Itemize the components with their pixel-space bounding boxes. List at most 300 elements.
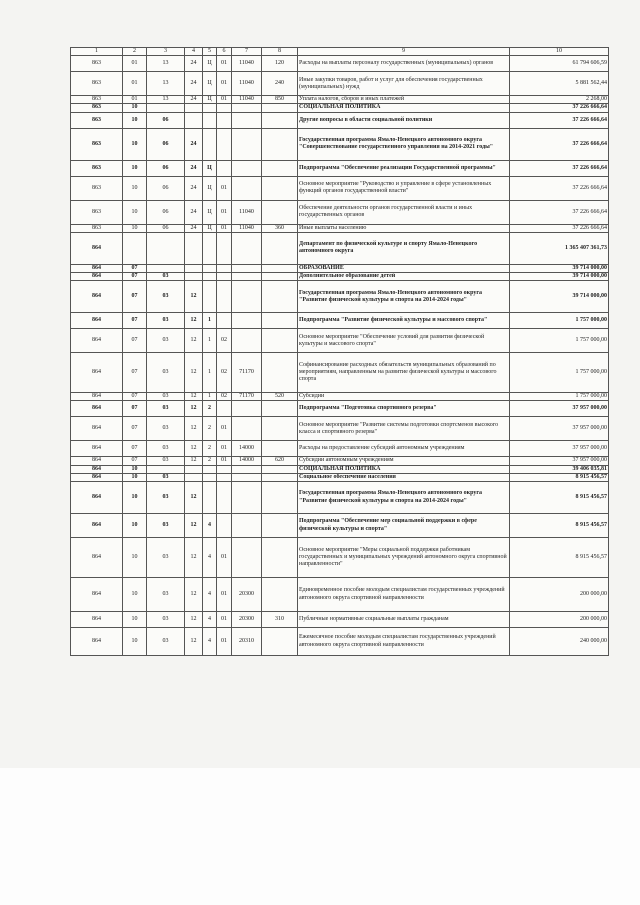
activity-code-cell	[217, 473, 232, 481]
description-cell: Обеспечение деятельности органов государственной власти и иных государственных органов	[298, 200, 510, 224]
description-cell: Публичные нормативные социальные выплаты гражданам	[298, 612, 510, 628]
program-code-cell: 12	[185, 578, 203, 612]
subsection-code-cell: 03	[147, 628, 185, 656]
activity-code-cell: 01	[217, 538, 232, 578]
direction-code-cell	[232, 273, 262, 281]
direction-code-cell: 11040	[232, 56, 262, 72]
program-code-cell: 12	[185, 393, 203, 401]
ministry-code-cell: 863	[71, 96, 123, 104]
amount-cell: 37 957 000,00	[510, 457, 609, 465]
expense-type-code-cell: 850	[262, 96, 298, 104]
ministry-code-cell: 864	[71, 273, 123, 281]
subprogram-code-cell: Ц	[203, 224, 217, 232]
amount-cell: 8 915 456,57	[510, 538, 609, 578]
section-code-cell: 10	[123, 465, 147, 473]
subprogram-code-cell: 4	[203, 514, 217, 538]
direction-code-cell	[232, 329, 262, 353]
expense-type-code-cell	[262, 281, 298, 313]
column-number: 6	[217, 48, 232, 56]
ministry-code-cell: 864	[71, 578, 123, 612]
activity-code-cell: 02	[217, 329, 232, 353]
table-row	[71, 176, 609, 200]
table-row	[71, 200, 609, 224]
ministry-code-cell: 864	[71, 441, 123, 457]
table-row	[71, 313, 609, 329]
description-cell: Основное мероприятие "Руководство и управление в сфере установленных функций органов государственной власти"	[298, 176, 510, 200]
table-row	[71, 224, 609, 232]
column-number: 10	[510, 48, 609, 56]
direction-code-cell: 11040	[232, 224, 262, 232]
direction-code-cell: 20300	[232, 578, 262, 612]
ministry-code-cell: 863	[71, 224, 123, 232]
ministry-code-cell: 863	[71, 72, 123, 96]
column-number: 8	[262, 48, 298, 56]
expense-type-code-cell: 120	[262, 56, 298, 72]
ministry-code-cell: 864	[71, 329, 123, 353]
subprogram-code-cell: 4	[203, 612, 217, 628]
column-number: 4	[185, 48, 203, 56]
amount-cell: 2 268,00	[510, 96, 609, 104]
section-code-cell: 10	[123, 628, 147, 656]
description-cell: Иные закупки товаров, работ и услуг для обеспечения государственных (муниципальных) нужд	[298, 72, 510, 96]
subsection-code-cell: 03	[147, 329, 185, 353]
subprogram-code-cell: Ц	[203, 160, 217, 176]
direction-code-cell: 14000	[232, 441, 262, 457]
ministry-code-cell: 864	[71, 612, 123, 628]
activity-code-cell	[217, 401, 232, 417]
program-code-cell	[185, 264, 203, 272]
expense-type-code-cell	[262, 473, 298, 481]
section-code-cell: 07	[123, 441, 147, 457]
description-cell: Софинансирование расходных обязательств муниципальных образований по мероприятиям, направленным на развитие физической культуры и массового спорта	[298, 353, 510, 393]
ministry-code-cell: 863	[71, 128, 123, 160]
subsection-code-cell: 13	[147, 72, 185, 96]
subsection-code-cell: 03	[147, 612, 185, 628]
description-cell: Субсидии	[298, 393, 510, 401]
program-code-cell: 24	[185, 96, 203, 104]
amount-cell: 39 714 000,00	[510, 273, 609, 281]
amount-cell: 39 406 035,81	[510, 465, 609, 473]
program-code-cell: 12	[185, 538, 203, 578]
expense-type-code-cell	[262, 628, 298, 656]
activity-code-cell	[217, 313, 232, 329]
expense-type-code-cell	[262, 482, 298, 514]
ministry-code-cell: 864	[71, 313, 123, 329]
column-number-row	[71, 48, 609, 56]
section-code-cell: 07	[123, 329, 147, 353]
expense-type-code-cell	[262, 538, 298, 578]
table-row	[71, 465, 609, 473]
program-code-cell: 24	[185, 160, 203, 176]
description-cell: Уплата налогов, сборов и иных платежей	[298, 96, 510, 104]
activity-code-cell: 01	[217, 612, 232, 628]
subsection-code-cell: 06	[147, 224, 185, 232]
activity-code-cell: 01	[217, 441, 232, 457]
direction-code-cell: 11040	[232, 72, 262, 96]
subsection-code-cell	[147, 465, 185, 473]
subprogram-code-cell	[203, 232, 217, 264]
subprogram-code-cell	[203, 104, 217, 112]
expense-type-code-cell	[262, 160, 298, 176]
expense-type-code-cell	[262, 264, 298, 272]
expense-type-code-cell: 310	[262, 612, 298, 628]
section-code-cell: 07	[123, 401, 147, 417]
subsection-code-cell: 06	[147, 176, 185, 200]
description-cell: Социальное обеспечение населения	[298, 473, 510, 481]
subsection-code-cell: 03	[147, 538, 185, 578]
table-row	[71, 329, 609, 353]
program-code-cell: 12	[185, 401, 203, 417]
expense-type-code-cell	[262, 104, 298, 112]
program-code-cell: 12	[185, 329, 203, 353]
amount-cell: 37 226 666,64	[510, 176, 609, 200]
expense-type-code-cell	[262, 401, 298, 417]
direction-code-cell	[232, 232, 262, 264]
subsection-code-cell: 03	[147, 417, 185, 441]
subsection-code-cell	[147, 264, 185, 272]
activity-code-cell	[217, 482, 232, 514]
description-cell: Подпрограмма "Обеспечение реализации Государственной программы"	[298, 160, 510, 176]
ministry-code-cell: 863	[71, 176, 123, 200]
activity-code-cell	[217, 281, 232, 313]
direction-code-cell	[232, 104, 262, 112]
description-cell: Государственная программа Ямало-Ненецкого автономного округа "Развитие физической культуры и спорта на 2014-2024 годы"	[298, 281, 510, 313]
table-row	[71, 612, 609, 628]
activity-code-cell	[217, 160, 232, 176]
expense-type-code-cell	[262, 176, 298, 200]
activity-code-cell: 01	[217, 96, 232, 104]
program-code-cell: 12	[185, 612, 203, 628]
table-row	[71, 112, 609, 128]
amount-cell: 37 226 666,64	[510, 112, 609, 128]
amount-cell: 8 915 456,57	[510, 514, 609, 538]
subprogram-code-cell: 1	[203, 353, 217, 393]
subsection-code-cell: 03	[147, 273, 185, 281]
column-number: 3	[147, 48, 185, 56]
activity-code-cell	[217, 112, 232, 128]
direction-code-cell	[232, 417, 262, 441]
section-code-cell: 10	[123, 473, 147, 481]
table-row	[71, 393, 609, 401]
amount-cell: 37 226 666,64	[510, 128, 609, 160]
activity-code-cell	[217, 514, 232, 538]
ministry-code-cell: 863	[71, 56, 123, 72]
program-code-cell	[185, 104, 203, 112]
column-number: 2	[123, 48, 147, 56]
ministry-code-cell: 863	[71, 112, 123, 128]
subsection-code-cell	[147, 104, 185, 112]
subsection-code-cell: 06	[147, 128, 185, 160]
subprogram-code-cell: 4	[203, 628, 217, 656]
ministry-code-cell: 863	[71, 104, 123, 112]
ministry-code-cell: 864	[71, 401, 123, 417]
budget-table	[70, 47, 609, 656]
amount-cell: 37 957 000,00	[510, 401, 609, 417]
table-row	[71, 264, 609, 272]
amount-cell: 200 000,00	[510, 612, 609, 628]
activity-code-cell	[217, 128, 232, 160]
description-cell: ОБРАЗОВАНИЕ	[298, 264, 510, 272]
subprogram-code-cell: 1	[203, 393, 217, 401]
subprogram-code-cell	[203, 128, 217, 160]
section-code-cell: 10	[123, 176, 147, 200]
activity-code-cell	[217, 232, 232, 264]
section-code-cell: 01	[123, 72, 147, 96]
subprogram-code-cell	[203, 482, 217, 514]
description-cell: Единовременное пособие молодым специалистам государственных учреждений автономного округа спортивной направленности	[298, 578, 510, 612]
activity-code-cell	[217, 264, 232, 272]
section-code-cell: 07	[123, 353, 147, 393]
ministry-code-cell: 864	[71, 457, 123, 465]
section-code-cell: 10	[123, 612, 147, 628]
program-code-cell: 12	[185, 441, 203, 457]
direction-code-cell	[232, 176, 262, 200]
subprogram-code-cell: 2	[203, 417, 217, 441]
amount-cell: 1 365 407 361,73	[510, 232, 609, 264]
description-cell: Дополнительное образование детей	[298, 273, 510, 281]
expense-type-code-cell	[262, 128, 298, 160]
program-code-cell: 24	[185, 128, 203, 160]
amount-cell: 1 757 000,00	[510, 353, 609, 393]
subprogram-code-cell: Ц	[203, 176, 217, 200]
expense-type-code-cell: 240	[262, 72, 298, 96]
table-row	[71, 473, 609, 481]
activity-code-cell: 02	[217, 393, 232, 401]
section-code-cell: 07	[123, 457, 147, 465]
program-code-cell: 12	[185, 514, 203, 538]
activity-code-cell: 01	[217, 628, 232, 656]
subprogram-code-cell	[203, 273, 217, 281]
table-row	[71, 96, 609, 104]
direction-code-cell	[232, 465, 262, 473]
amount-cell: 240 000,00	[510, 628, 609, 656]
amount-cell: 5 881 562,44	[510, 72, 609, 96]
section-code-cell: 10	[123, 224, 147, 232]
amount-cell: 37 226 666,64	[510, 200, 609, 224]
table-row	[71, 538, 609, 578]
direction-code-cell: 20310	[232, 628, 262, 656]
description-cell: Подпрограмма "Обеспечение мер социальной поддержки в сфере физической культуры и спорта"	[298, 514, 510, 538]
amount-cell: 1 757 000,00	[510, 329, 609, 353]
direction-code-cell: 14000	[232, 457, 262, 465]
section-code-cell: 10	[123, 104, 147, 112]
section-code-cell: 07	[123, 273, 147, 281]
ministry-code-cell: 863	[71, 200, 123, 224]
activity-code-cell	[217, 465, 232, 473]
expense-type-code-cell: 520	[262, 393, 298, 401]
table-row	[71, 578, 609, 612]
amount-cell: 61 794 606,59	[510, 56, 609, 72]
ministry-code-cell: 864	[71, 538, 123, 578]
amount-cell: 37 957 000,00	[510, 441, 609, 457]
direction-code-cell: 11040	[232, 96, 262, 104]
subprogram-code-cell	[203, 281, 217, 313]
description-cell: СОЦИАЛЬНАЯ ПОЛИТИКА	[298, 104, 510, 112]
table-row	[71, 417, 609, 441]
table-row	[71, 56, 609, 72]
subsection-code-cell: 06	[147, 112, 185, 128]
ministry-code-cell: 863	[71, 160, 123, 176]
direction-code-cell	[232, 401, 262, 417]
description-cell: Основное мероприятие "Меры социальной поддержки работникам государственных и муниципальных учреждений автономного округа спортивной направленности"	[298, 538, 510, 578]
subprogram-code-cell: Ц	[203, 56, 217, 72]
program-code-cell: 12	[185, 281, 203, 313]
expense-type-code-cell: 360	[262, 224, 298, 232]
subsection-code-cell: 03	[147, 401, 185, 417]
table-row	[71, 457, 609, 465]
subsection-code-cell: 03	[147, 393, 185, 401]
subsection-code-cell: 03	[147, 578, 185, 612]
description-cell: Государственная программа Ямало-Ненецкого автономного округа "Развитие физической культуры и спорта на 2014-2024 годы"	[298, 482, 510, 514]
section-code-cell: 10	[123, 200, 147, 224]
program-code-cell	[185, 473, 203, 481]
direction-code-cell	[232, 514, 262, 538]
section-code-cell: 07	[123, 417, 147, 441]
program-code-cell: 12	[185, 482, 203, 514]
program-code-cell: 24	[185, 224, 203, 232]
description-cell: Подпрограмма "Развитие физической культуры и массового спорта"	[298, 313, 510, 329]
table-row	[71, 401, 609, 417]
subsection-code-cell: 03	[147, 473, 185, 481]
subsection-code-cell: 03	[147, 441, 185, 457]
ministry-code-cell: 864	[71, 465, 123, 473]
program-code-cell: 12	[185, 313, 203, 329]
description-cell: Расходы на предоставление субсидий автономным учреждениям	[298, 441, 510, 457]
description-cell: Иные выплаты населению	[298, 224, 510, 232]
section-code-cell: 07	[123, 313, 147, 329]
table-row	[71, 628, 609, 656]
subsection-code-cell: 13	[147, 96, 185, 104]
expense-type-code-cell	[262, 313, 298, 329]
description-cell: Расходы на выплаты персоналу государственных (муниципальных) органов	[298, 56, 510, 72]
expense-type-code-cell	[262, 329, 298, 353]
amount-cell: 39 714 000,00	[510, 264, 609, 272]
expense-type-code-cell	[262, 200, 298, 224]
direction-code-cell	[232, 128, 262, 160]
description-cell: Основное мероприятие "Развитие системы подготовки спортсменов высокого класса и спортивного резерва"	[298, 417, 510, 441]
description-cell: СОЦИАЛЬНАЯ ПОЛИТИКА	[298, 465, 510, 473]
column-number: 9	[298, 48, 510, 56]
subprogram-code-cell: 2	[203, 457, 217, 465]
amount-cell: 8 915 456,57	[510, 482, 609, 514]
activity-code-cell: 01	[217, 457, 232, 465]
expense-type-code-cell	[262, 465, 298, 473]
direction-code-cell: 71170	[232, 353, 262, 393]
page-margin	[0, 768, 640, 905]
section-code-cell: 10	[123, 514, 147, 538]
section-code-cell: 10	[123, 578, 147, 612]
activity-code-cell	[217, 104, 232, 112]
ministry-code-cell: 864	[71, 393, 123, 401]
program-code-cell	[185, 465, 203, 473]
section-code-cell: 10	[123, 538, 147, 578]
direction-code-cell	[232, 264, 262, 272]
ministry-code-cell: 864	[71, 232, 123, 264]
program-code-cell: 24	[185, 56, 203, 72]
table-row	[71, 353, 609, 393]
direction-code-cell	[232, 538, 262, 578]
table-row	[71, 232, 609, 264]
program-code-cell	[185, 232, 203, 264]
direction-code-cell	[232, 473, 262, 481]
amount-cell: 39 714 000,00	[510, 281, 609, 313]
description-cell: Субсидии автономным учреждениям	[298, 457, 510, 465]
subsection-code-cell: 03	[147, 281, 185, 313]
section-code-cell: 10	[123, 160, 147, 176]
activity-code-cell: 02	[217, 353, 232, 393]
activity-code-cell: 01	[217, 56, 232, 72]
section-code-cell: 07	[123, 264, 147, 272]
table-row	[71, 281, 609, 313]
expense-type-code-cell	[262, 273, 298, 281]
description-cell: Государственная программа Ямало-Ненецкого автономного округа "Совершенствование государственного управления на 2014-2021 годы"	[298, 128, 510, 160]
activity-code-cell: 01	[217, 578, 232, 612]
expense-type-code-cell	[262, 353, 298, 393]
table-row	[71, 482, 609, 514]
table-row	[71, 128, 609, 160]
expense-type-code-cell: 620	[262, 457, 298, 465]
activity-code-cell: 01	[217, 176, 232, 200]
description-cell: Подпрограмма "Подготовка спортивного резерва"	[298, 401, 510, 417]
description-cell: Департамент по физической культуре и спорту Ямало-Ненецкого автономного округа	[298, 232, 510, 264]
program-code-cell: 24	[185, 200, 203, 224]
subprogram-code-cell	[203, 465, 217, 473]
description-cell: Ежемесячное пособие молодым специалистам государственных учреждений автономного округа спортивной направленности	[298, 628, 510, 656]
activity-code-cell	[217, 273, 232, 281]
table-row	[71, 273, 609, 281]
amount-cell: 37 226 666,64	[510, 104, 609, 112]
section-code-cell: 10	[123, 482, 147, 514]
amount-cell: 1 757 000,00	[510, 313, 609, 329]
amount-cell: 1 757 000,00	[510, 393, 609, 401]
subsection-code-cell: 03	[147, 457, 185, 465]
table-row	[71, 104, 609, 112]
program-code-cell: 12	[185, 417, 203, 441]
subprogram-code-cell	[203, 473, 217, 481]
direction-code-cell	[232, 112, 262, 128]
subsection-code-cell: 06	[147, 200, 185, 224]
program-code-cell: 12	[185, 457, 203, 465]
subprogram-code-cell	[203, 264, 217, 272]
section-code-cell: 10	[123, 128, 147, 160]
section-code-cell: 07	[123, 393, 147, 401]
ministry-code-cell: 864	[71, 473, 123, 481]
expense-type-code-cell	[262, 417, 298, 441]
subprogram-code-cell: 1	[203, 313, 217, 329]
direction-code-cell	[232, 160, 262, 176]
table-row	[71, 160, 609, 176]
expense-type-code-cell	[262, 514, 298, 538]
direction-code-cell: 11040	[232, 200, 262, 224]
subsection-code-cell: 03	[147, 313, 185, 329]
amount-cell: 37 226 666,64	[510, 224, 609, 232]
subprogram-code-cell: 2	[203, 401, 217, 417]
program-code-cell	[185, 273, 203, 281]
subsection-code-cell: 06	[147, 160, 185, 176]
subsection-code-cell	[147, 232, 185, 264]
ministry-code-cell: 864	[71, 482, 123, 514]
table-row	[71, 72, 609, 96]
section-code-cell	[123, 232, 147, 264]
subsection-code-cell: 13	[147, 56, 185, 72]
ministry-code-cell: 864	[71, 264, 123, 272]
amount-cell: 8 915 456,57	[510, 473, 609, 481]
expense-type-code-cell	[262, 441, 298, 457]
direction-code-cell	[232, 482, 262, 514]
description-cell: Основное мероприятие "Обеспечение условий для развития физической культуры и массового спорта"	[298, 329, 510, 353]
section-code-cell: 01	[123, 56, 147, 72]
ministry-code-cell: 864	[71, 628, 123, 656]
